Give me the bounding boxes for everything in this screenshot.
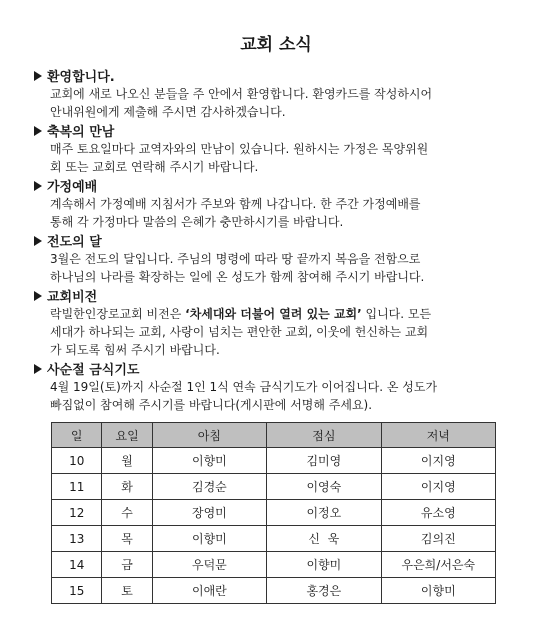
table-cell: 토 bbox=[102, 578, 152, 604]
section-heading: 전도의 달 bbox=[47, 235, 102, 250]
section-text-line: 통해 각 가정마다 말씀의 은혜가 충만하시기를 바랍니다. bbox=[50, 215, 344, 229]
section-text-line: 3월은 전도의 달입니다. 주님의 명령에 따라 땅 끝까지 복음을 전함으로 bbox=[50, 252, 421, 266]
table-row bbox=[52, 578, 496, 604]
table-cell: 이향미 bbox=[152, 448, 266, 474]
table-cell: 이정오 bbox=[267, 500, 382, 526]
section-text-line: 락빌한인장로교회 비전은 ‘차세대와 더불어 열려 있는 교회’ 입니다. 모든 bbox=[50, 307, 432, 321]
section-heading: 사순절 금식기도 bbox=[47, 363, 140, 378]
table-cell: 김경순 bbox=[152, 474, 266, 500]
table-cell: 이영숙 bbox=[267, 474, 382, 500]
section-heading: 가정예배 bbox=[47, 180, 98, 195]
section-text-line: 가 되도록 힘써 주시기 바랍니다. bbox=[50, 343, 220, 357]
page-title: 교회 소식 bbox=[240, 35, 312, 55]
header-dinner: 저녁 bbox=[381, 423, 495, 448]
table-cell: 김의진 bbox=[381, 526, 495, 552]
triangle-bullet-icon bbox=[34, 364, 42, 374]
table-cell: 수 bbox=[102, 500, 152, 526]
table-cell: 이지영 bbox=[381, 448, 495, 474]
section-text-line: 계속해서 가정예배 지침서가 주보와 함께 나갑니다. 한 주간 가정예배를 bbox=[50, 197, 421, 211]
table-header-row bbox=[52, 423, 496, 448]
triangle-bullet-icon bbox=[34, 291, 42, 301]
triangle-bullet-icon bbox=[34, 71, 42, 81]
table-row bbox=[52, 552, 496, 578]
section-blessing-meeting bbox=[34, 121, 518, 176]
table-cell: 화 bbox=[102, 474, 152, 500]
table-row bbox=[52, 526, 496, 552]
table-cell: 이향미 bbox=[381, 578, 495, 604]
table-cell: 이향미 bbox=[267, 552, 382, 578]
section-text-line: 4월 19일(토)까지 사순절 1인 1식 연속 금식기도가 이어집니다. 온 성도가 bbox=[50, 380, 438, 394]
triangle-bullet-icon bbox=[34, 126, 42, 136]
fasting-schedule-table bbox=[51, 422, 496, 604]
table-cell: 월 bbox=[102, 448, 152, 474]
table-cell: 11 bbox=[52, 474, 102, 500]
table-cell: 13 bbox=[52, 526, 102, 552]
section-text-line: 매주 토요일마다 교역자와의 만남이 있습니다. 원하시는 가정은 목양위원 bbox=[50, 142, 429, 156]
section-heading: 교회비전 bbox=[47, 290, 98, 305]
table-cell: 김미영 bbox=[267, 448, 382, 474]
triangle-bullet-icon bbox=[34, 181, 42, 191]
section-heading: 축복의 만남 bbox=[47, 125, 115, 140]
table-cell: 장영미 bbox=[152, 500, 266, 526]
table-row bbox=[52, 500, 496, 526]
section-heading: 환영합니다. bbox=[47, 70, 115, 85]
header-weekday: 요일 bbox=[102, 423, 152, 448]
table-cell: 우덕문 bbox=[152, 552, 266, 578]
vision-statement: ‘차세대와 더불어 열려 있는 교회’ bbox=[185, 307, 362, 321]
table-row bbox=[52, 448, 496, 474]
table-cell: 이지영 bbox=[381, 474, 495, 500]
table-cell: 10 bbox=[52, 448, 102, 474]
header-morning: 아침 bbox=[152, 423, 266, 448]
section-church-vision bbox=[34, 286, 518, 359]
table-cell: 이향미 bbox=[152, 526, 266, 552]
table-cell: 신 욱 bbox=[267, 526, 382, 552]
section-text-line: 안내위원에게 제출해 주시면 감사하겠습니다. bbox=[50, 105, 286, 119]
table-row bbox=[52, 474, 496, 500]
section-welcome bbox=[34, 66, 518, 121]
table-cell: 금 bbox=[102, 552, 152, 578]
table-cell: 홍경은 bbox=[267, 578, 382, 604]
table-cell: 12 bbox=[52, 500, 102, 526]
section-text-line: 세대가 하나되는 교회, 사랑이 넘치는 편안한 교회, 이웃에 헌신하는 교회 bbox=[50, 325, 429, 339]
table-cell: 14 bbox=[52, 552, 102, 578]
triangle-bullet-icon bbox=[34, 236, 42, 246]
section-text-line: 교회에 새로 나오신 분들을 주 안에서 환영합니다. 환영카드를 작성하시어 bbox=[50, 87, 433, 101]
header-lunch: 점심 bbox=[267, 423, 382, 448]
table-cell: 유소영 bbox=[381, 500, 495, 526]
section-text-line: 하나님의 나라를 확장하는 일에 온 성도가 함께 참여해 주시기 바랍니다. bbox=[50, 270, 425, 284]
section-text-line: 회 또는 교회로 연락해 주시기 바랍니다. bbox=[50, 160, 259, 174]
section-family-worship bbox=[34, 176, 518, 231]
section-text-line: 빠짐없이 참여해 주시기를 바랍니다(게시판에 서명해 주세요). bbox=[50, 398, 373, 412]
table-cell: 15 bbox=[52, 578, 102, 604]
section-lent-fasting bbox=[34, 359, 518, 414]
table-cell: 목 bbox=[102, 526, 152, 552]
table-cell: 이애란 bbox=[152, 578, 266, 604]
table-cell: 우은희/서은숙 bbox=[381, 552, 495, 578]
header-day: 일 bbox=[52, 423, 102, 448]
section-evangelism-month bbox=[34, 231, 518, 286]
